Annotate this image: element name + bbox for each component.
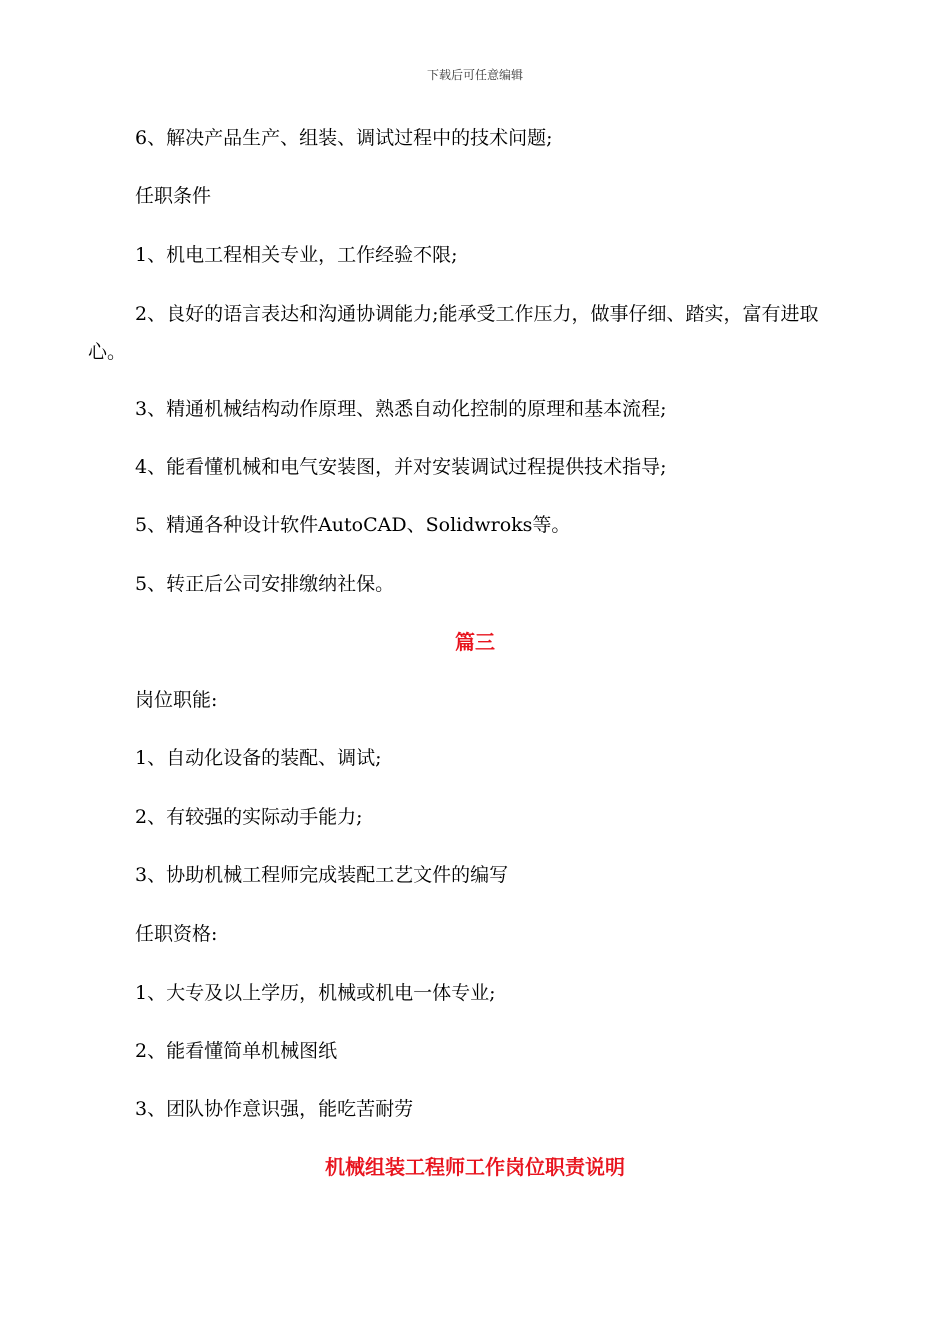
requirement-item-1: 1、机电工程相关专业，工作经验不限; [135, 244, 458, 266]
page-header: 下载后可任意编辑 [426, 68, 523, 82]
qualification-item-2: 2、能看懂简单机械图纸 [135, 1040, 338, 1062]
duty-item-6: 6、解决产品生产、组装、调试过程中的技术问题; [135, 127, 553, 149]
requirements-title: 任职条件 [135, 185, 212, 207]
duty-item-1: 1、自动化设备的装配、调试; [135, 747, 382, 769]
requirement-item-3: 3、精通机械结构动作原理、熟悉自动化控制的原理和基本流程; [135, 398, 667, 420]
qualification-item-1: 1、大专及以上学历，机械或机电一体专业; [135, 982, 496, 1004]
requirement-item-4: 4、能看懂机械和电气安装图，并对安装调试过程提供技术指导; [135, 456, 667, 478]
qualification-item-3: 3、团队协作意识强，能吃苦耐劳 [135, 1098, 414, 1120]
next-section-heading: 机械组装工程师工作岗位职责说明 [325, 1155, 625, 1179]
requirement-item-2: 2、良好的语言表达和沟通协调能力;能承受工作压力，做事仔细、踏实，富有进取心。 [88, 303, 819, 363]
requirement-item-5: 5、精通各种设计软件AutoCAD、Solidwroks等。 [135, 514, 571, 536]
section-heading: 篇三 [455, 630, 495, 654]
duty-item-2: 2、有较强的实际动手能力; [135, 806, 363, 828]
duties-title: 岗位职能: [135, 689, 218, 711]
duty-item-3: 3、协助机械工程师完成装配工艺文件的编写 [135, 864, 509, 886]
qualifications-title: 任职资格: [135, 923, 218, 945]
requirement-item-6: 5、转正后公司安排缴纳社保。 [135, 573, 395, 595]
